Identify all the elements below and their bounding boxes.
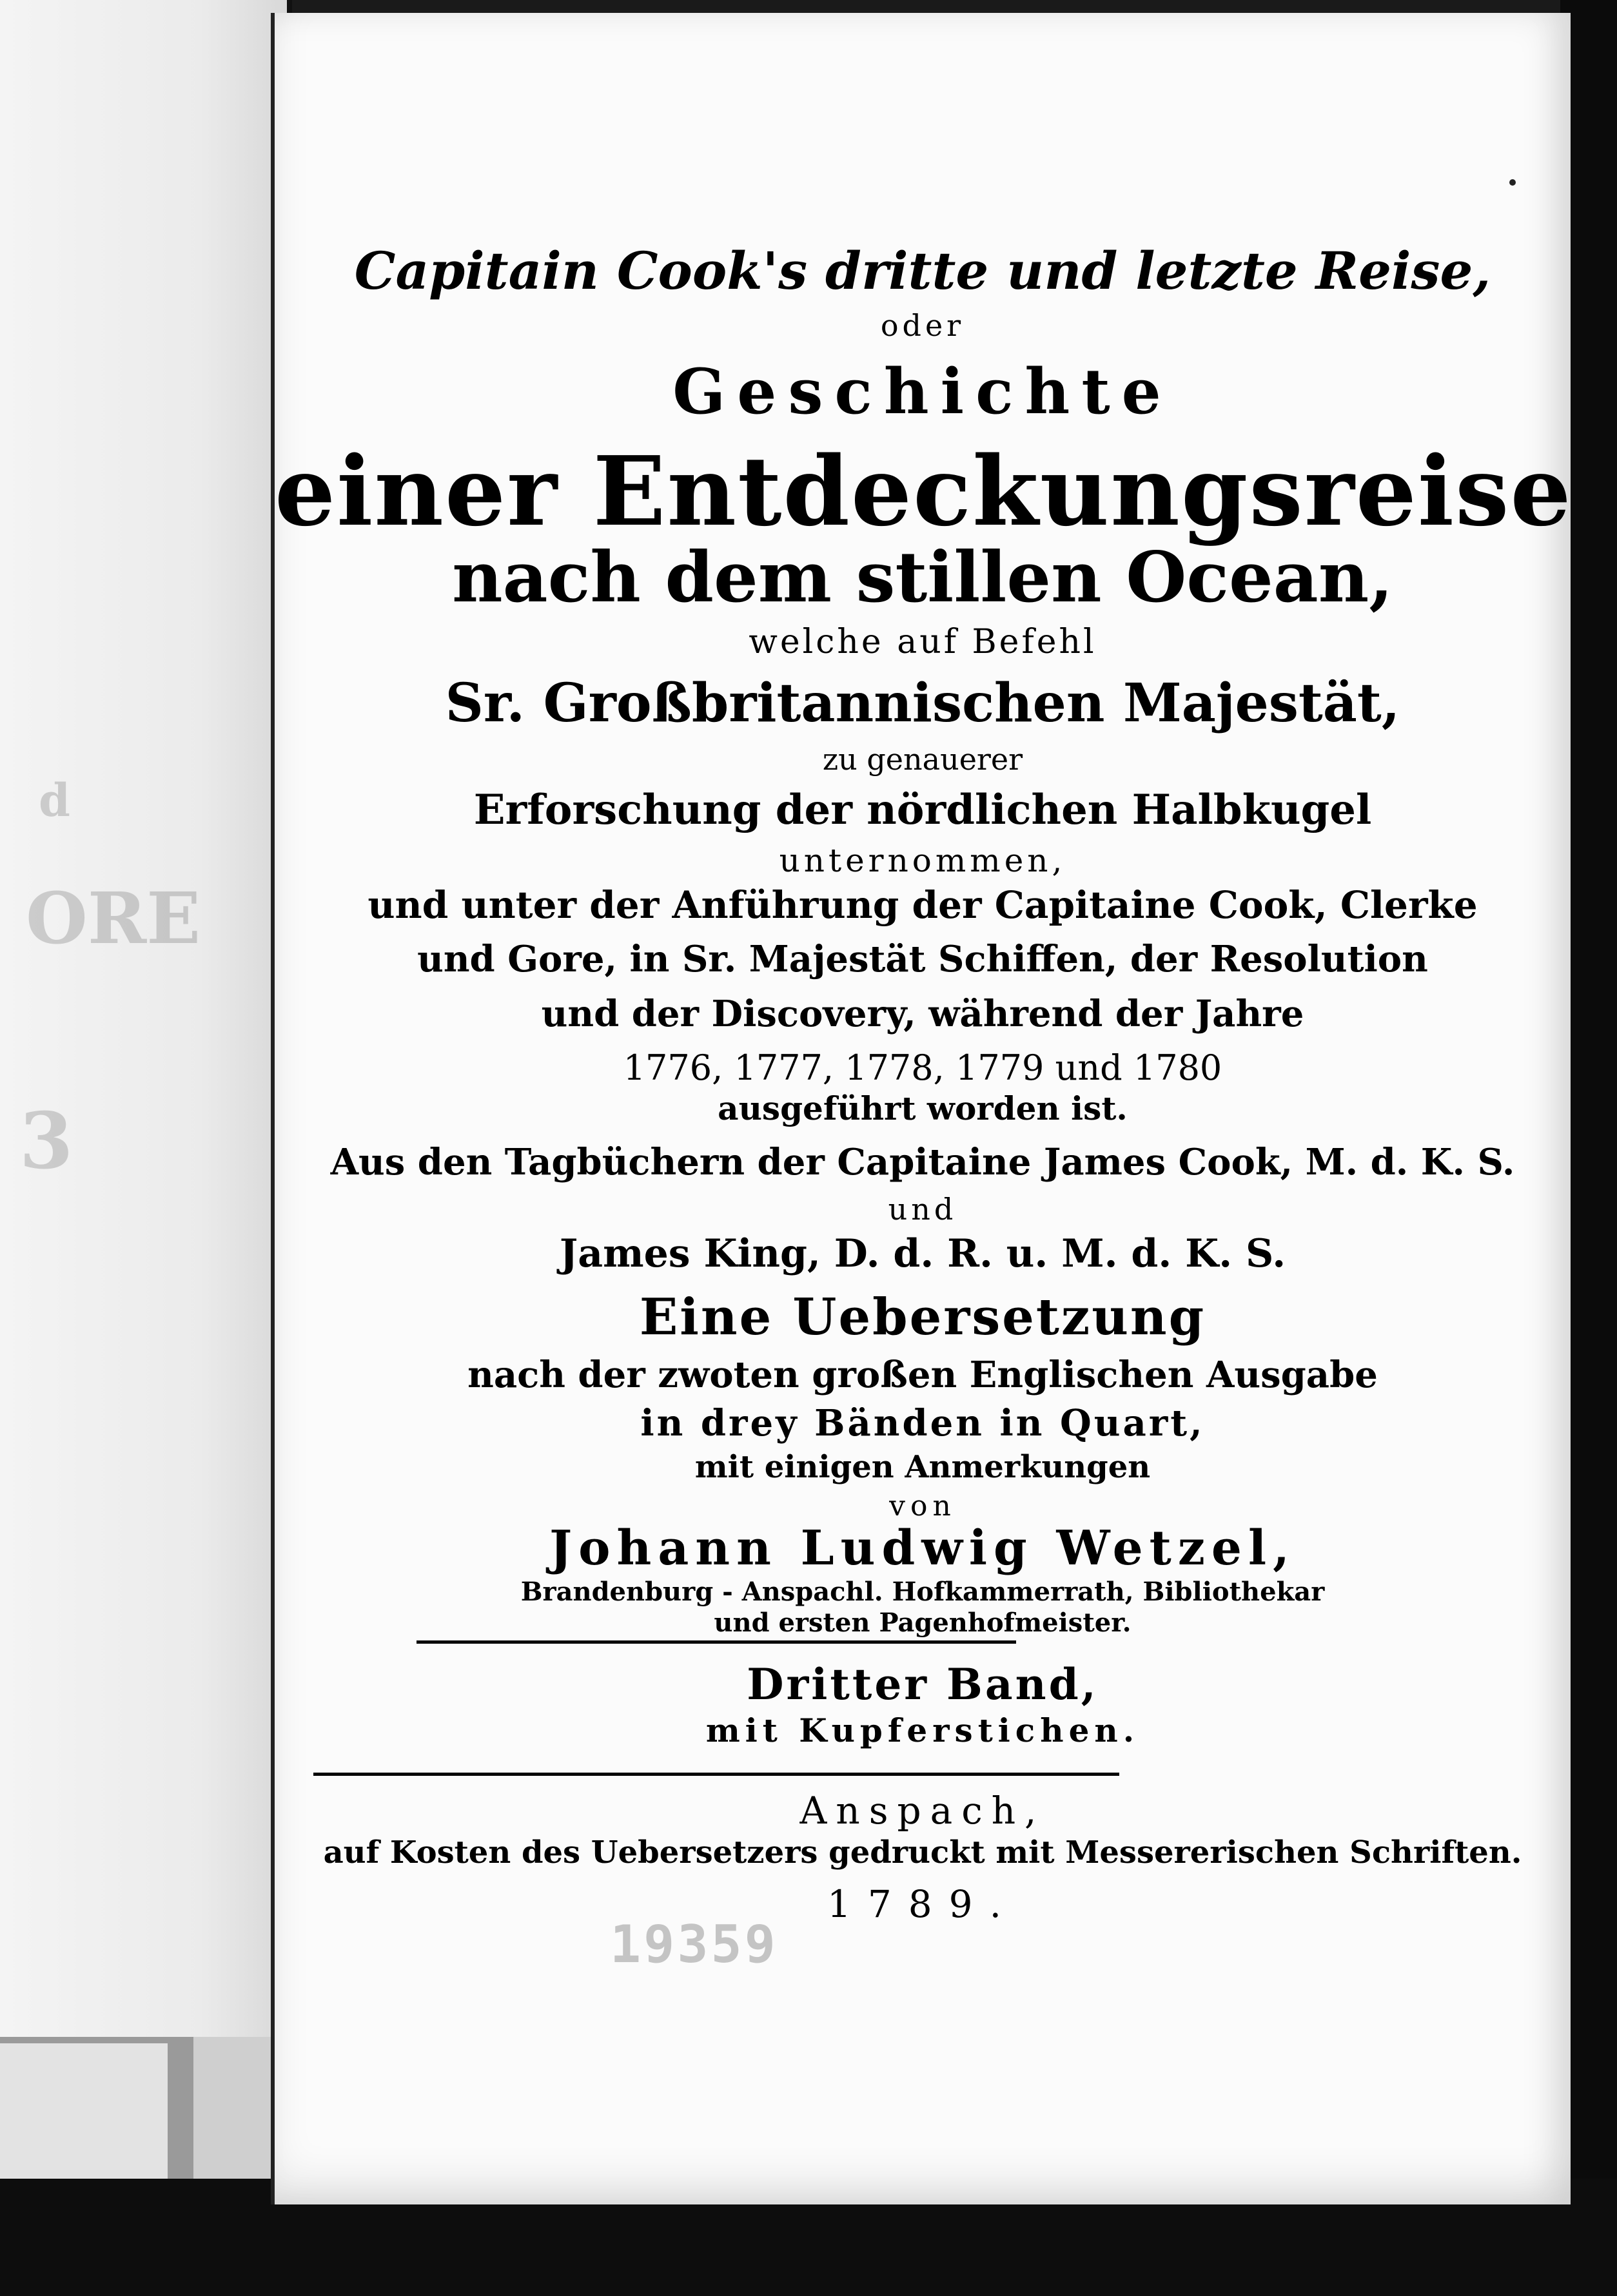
divider-rule — [416, 1640, 1016, 1644]
imprint-year: 1789. — [827, 1882, 1019, 1926]
title-geschichte: Geschichte — [672, 355, 1173, 428]
subtitle-line: unternommen, — [779, 842, 1066, 879]
years-line: 1776, 1777, 1778, 1779 und 1780 — [623, 1047, 1222, 1088]
source-line: Aus den Tagbüchern der Capitaine James Cook, M. d. K. S. — [330, 1141, 1515, 1183]
subtitle-line: zu genauerer — [822, 742, 1023, 777]
volume-label: Dritter Band, — [747, 1659, 1099, 1709]
subtitle-line: welche auf Befehl — [749, 623, 1097, 661]
source-line: James King, D. d. R. u. M. d. K. S. — [559, 1231, 1286, 1276]
running-title: Capitain Cook's dritte und letzte Reise, — [354, 240, 1491, 301]
subtitle-line: und der Discovery, während der Jahre — [541, 993, 1304, 1035]
divider-rule — [313, 1773, 1119, 1776]
title-page — [271, 13, 1571, 2204]
ink-speck — [1509, 179, 1516, 186]
subtitle-majesty: Sr. Großbritannischen Majestät, — [445, 672, 1400, 734]
edition-line: in drey Bänden in Quart, — [640, 1402, 1205, 1445]
imprint-place: Anspach, — [799, 1789, 1046, 1833]
translator-name: Johann Ludwig Wetzel, — [549, 1521, 1296, 1576]
subtitle-line: ausgeführt worden ist. — [718, 1089, 1128, 1127]
conjunction-von: von — [889, 1490, 956, 1523]
edition-line: nach der zwoten großen Englischen Ausgabe — [467, 1354, 1378, 1396]
main-title-cont: nach dem stillen Ocean, — [452, 537, 1393, 618]
translation-heading: Eine Uebersetzung — [639, 1288, 1206, 1347]
edition-line: mit einigen Anmerkungen — [694, 1449, 1151, 1485]
subtitle-line: und Gore, in Sr. Majestät Schiffen, der Resolution — [417, 938, 1428, 980]
library-stamp-number: 19359 — [610, 1914, 778, 1974]
bleed-through-mark: 3 — [19, 1096, 74, 1187]
conjunction-oder: oder — [880, 308, 965, 343]
translator-titles: und ersten Pagenhofmeister. — [714, 1608, 1132, 1638]
main-title: einer Entdeckungsreise — [275, 435, 1573, 547]
left-facing-page — [0, 0, 292, 2037]
subtitle-line: und unter der Anführung der Capitaine Cook, Clerke — [368, 883, 1478, 927]
conjunction-und: und — [888, 1192, 957, 1227]
volume-note: mit Kupferstichen. — [705, 1711, 1140, 1749]
bleed-through-mark: ORE — [26, 877, 201, 960]
subtitle-line: Erforschung der nördlichen Halbkugel — [473, 786, 1372, 834]
imprint-publisher: auf Kosten des Uebersetzers gedruckt mit Messererischen Schriften. — [323, 1834, 1522, 1871]
bleed-through-mark: d — [39, 773, 70, 827]
translator-titles: Brandenburg - Anspachl. Hofkammerrath, Bibliothekar — [520, 1577, 1325, 1607]
